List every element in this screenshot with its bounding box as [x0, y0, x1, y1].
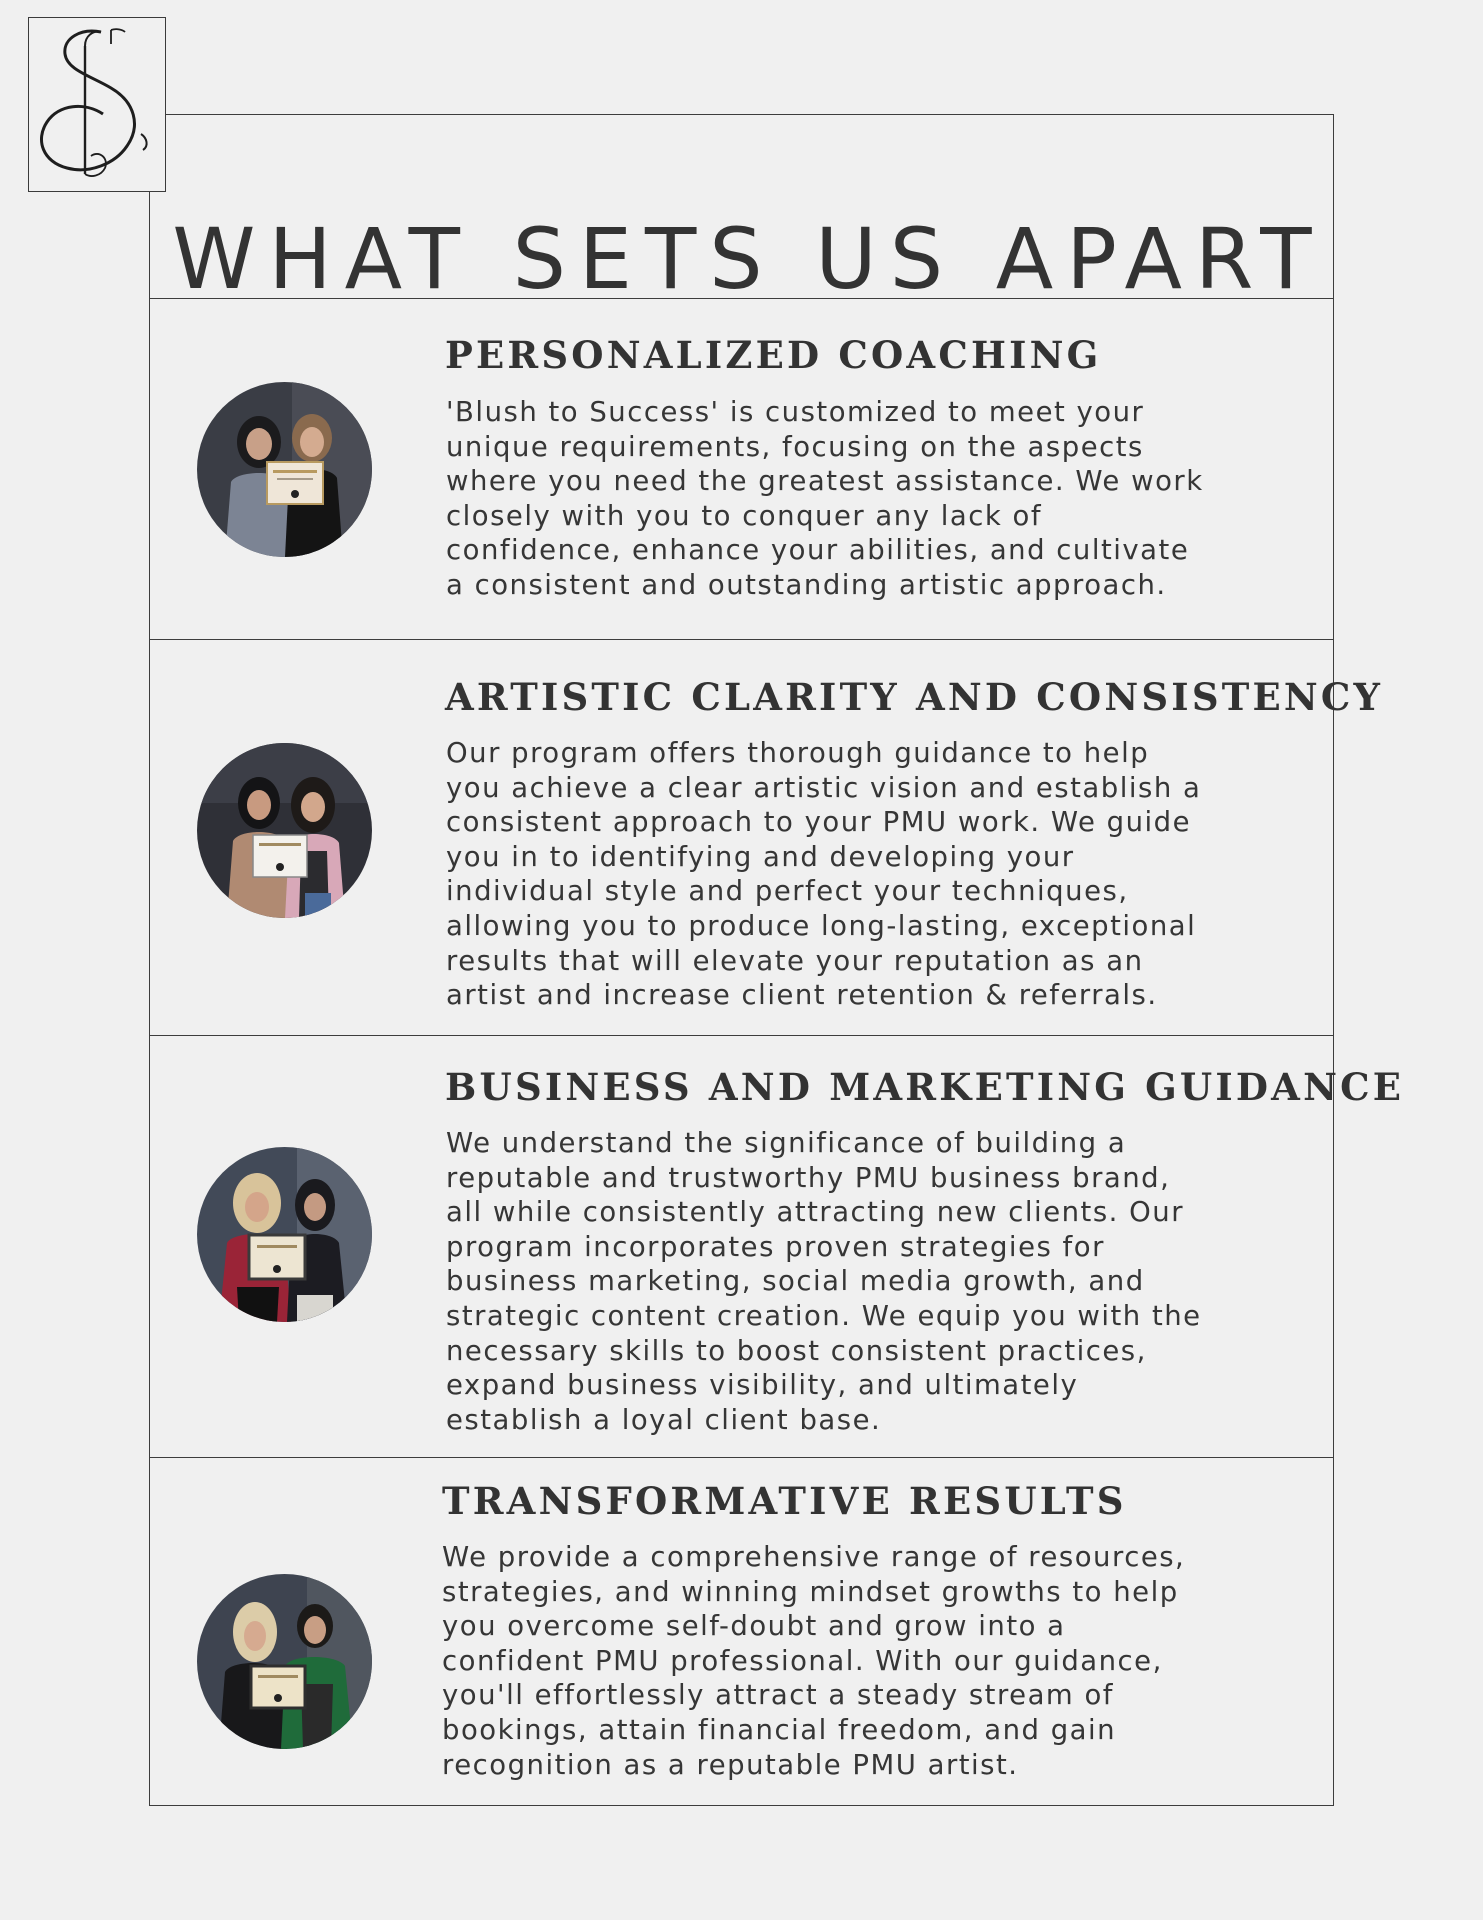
feature-heading: PERSONALIZED COACHING: [445, 333, 1102, 377]
feature-heading: TRANSFORMATIVE RESULTS: [442, 1479, 1127, 1523]
feature-artistic-clarity: [150, 640, 1384, 1036]
certificate-photo-2: [197, 743, 372, 918]
feature-body: Our program offers thorough guidance to help you achieve a clear artistic vision and establish a consistent approach to your PMU work. We guide you in to identifying and developing your individual style and perfect your techniques, allowing you to produce long-lasting, exceptional results that will elevate your reputation as an artist and increase client retention & referrals.: [446, 737, 1202, 1012]
certificate-photo-1: [197, 382, 372, 557]
title-block: [150, 115, 1333, 309]
page-title: WHAT SETS US APART: [172, 210, 1325, 309]
feature-body: We understand the significance of building a reputable and trustworthy PMU business brand, all while consistently attracting new clients. Our program incorporates proven strategies for business marketing, social media growth, and strategic content creation. We equip you with the necessary skills to boost consistent practices, expand business visibility, and ultimately establish a loyal client base.: [446, 1127, 1202, 1436]
feature-heading: ARTISTIC CLARITY AND CONSISTENCY: [445, 675, 1384, 719]
feature-body: 'Blush to Success' is customized to meet your unique requirements, focusing on the aspects where you need the greatest assistance. We work closely with you to conquer any lack of confidence, enhance your abilities, and cultivate a consistent and outstanding artistic approach.: [446, 396, 1204, 601]
feature-business-marketing: [150, 1036, 1405, 1458]
certificate-photo-icon: [197, 1574, 372, 1749]
certificate-photo-3: [197, 1147, 372, 1322]
monogram-logo: [28, 17, 166, 192]
certificate-photo-icon: [197, 382, 372, 557]
feature-personalized-coaching: [150, 299, 1333, 640]
features-frame: [149, 114, 1405, 1806]
feature-body: We provide a comprehensive range of resources, strategies, and winning mindset growths to help you overcome self-doubt and grow into a confident PMU professional. With our guidance, you'll effortlessly attract a steady stream of bookings, attain financial freedom, and gain recognition as a reputable PMU artist.: [442, 1541, 1186, 1781]
feature-heading: BUSINESS AND MARKETING GUIDANCE: [445, 1065, 1405, 1109]
certificate-photo-icon: [197, 743, 372, 918]
certificate-photo-icon: [197, 1147, 372, 1322]
certificate-photo-4: [197, 1574, 372, 1749]
feature-transformative-results: [150, 1458, 1333, 1805]
monogram-sl-icon: [29, 18, 167, 193]
